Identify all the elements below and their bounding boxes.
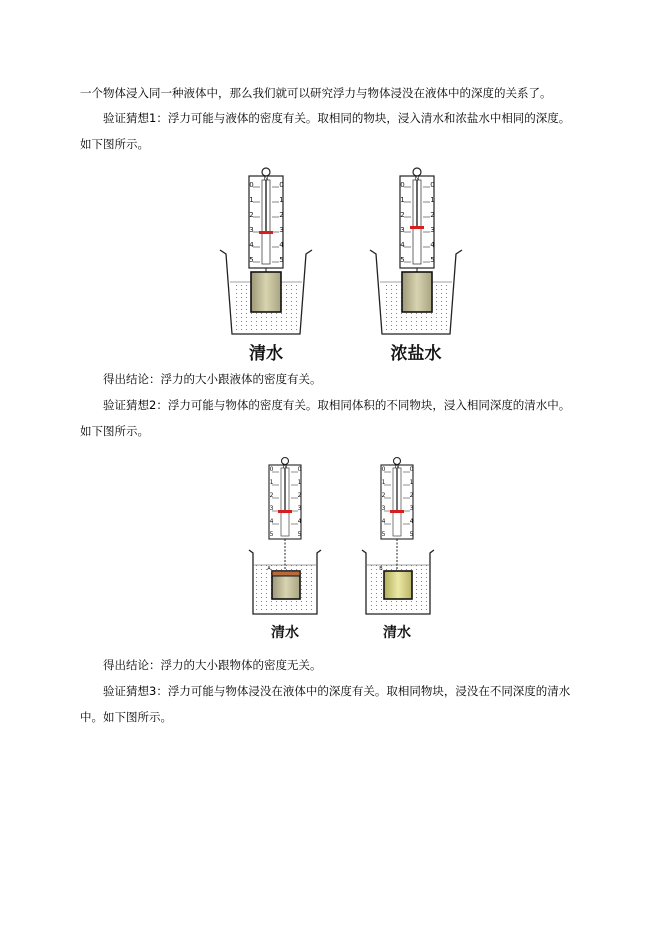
paragraph-hypothesis-1-cont: 如下图所示。 <box>80 137 149 151</box>
fig2-right-tick-l-3: 3 <box>381 505 386 512</box>
fig1-left-tick-r-2: 2 <box>279 211 284 219</box>
fig2-right-tick-l-2: 2 <box>381 492 386 499</box>
paragraph-conclusion-2: 得出结论：浮力的大小跟物体的密度无关。 <box>103 658 322 672</box>
fig1-right-tick-l-2: 2 <box>400 211 405 219</box>
fig2-right-tick-r-4: 4 <box>409 518 414 525</box>
fig2-left-tick-l-1: 1 <box>269 479 274 486</box>
paragraph-hypothesis-2: 验证猜想2：浮力可能与物体的密度有关。取相同体积的不同物块，浸入相同深度的清水中。 <box>103 398 571 412</box>
fig1-left-marker <box>259 231 273 234</box>
fig1-left-tick-l-1: 1 <box>249 196 254 204</box>
fig2-left-tick-r-4: 4 <box>297 518 302 525</box>
fig1-right-tick-r-3: 3 <box>430 226 435 234</box>
fig2-right-tick-r-3: 3 <box>409 505 414 512</box>
paragraph-conclusion-1: 得出结论：浮力的大小跟液体的密度有关。 <box>103 372 322 386</box>
fig2-right-marker <box>390 510 404 513</box>
paragraph-hypothesis-2-cont: 如下图所示。 <box>80 424 149 438</box>
fig1-right-tick-r-4: 4 <box>430 241 435 249</box>
fig1-right-scale-unit: N <box>414 175 420 182</box>
fig2-left-tick-l-4: 4 <box>269 518 274 525</box>
fig1-left-tick-r-0: 0 <box>279 181 284 189</box>
fig2-right-tick-l-1: 1 <box>381 479 386 486</box>
paragraph-hypothesis-3-cont: 中。如下图所示。 <box>80 710 172 724</box>
fig1-right-tick-l-5: 5 <box>400 256 405 264</box>
fig2-right-scale-unit: N <box>394 463 400 470</box>
fig1-left-tick-l-0: 0 <box>249 181 254 189</box>
fig2-left-tick-r-1: 1 <box>297 479 302 486</box>
paragraph-intro: 一个物体浸入同一种液体中，那么我们就可以研究浮力与物体浸没在液体中的深度的关系了。 <box>80 86 552 100</box>
fig2-right-tick-l-4: 4 <box>381 518 386 525</box>
fig2-left-tick-l-0: 0 <box>269 466 274 473</box>
fig1-right-tick-l-1: 1 <box>400 196 405 204</box>
fig1-left-block <box>251 272 281 312</box>
paragraph-hypothesis-3: 验证猜想3：浮力可能与物体浸没在液体中的深度有关。取相同物块，浸没在不同深度的清水 <box>103 684 571 698</box>
fig2-right-block-letter: B <box>379 566 383 572</box>
fig1-left-tick-r-5: 5 <box>279 256 284 264</box>
paragraph-hypothesis-1: 验证猜想1：浮力可能与液体的密度有关。取相同的物块，浸入清水和浓盐水中相同的深度。 <box>103 111 571 125</box>
fig1-left-apparatus <box>220 168 312 334</box>
fig2-left-tick-r-0: 0 <box>297 466 302 473</box>
fig1-right-tick-l-0: 0 <box>400 181 405 189</box>
fig1-left-tick-l-3: 3 <box>249 226 254 234</box>
fig2-left-tick-r-3: 3 <box>297 505 302 512</box>
fig2-left-tick-l-5: 5 <box>269 531 274 538</box>
fig2-right-apparatus <box>362 458 434 615</box>
fig1-right-marker <box>410 226 424 229</box>
fig1-left-tick-r-1: 1 <box>279 196 284 204</box>
fig1-left-label: 清水 <box>249 344 283 364</box>
fig2-left-tick-l-2: 2 <box>269 492 274 499</box>
fig2-left-tick-r-2: 2 <box>297 492 302 499</box>
fig1-right-label: 浓盐水 <box>390 344 442 364</box>
fig2-right-tick-l-0: 0 <box>381 466 386 473</box>
fig2-right-block <box>384 571 412 599</box>
fig2-left-tick-r-5: 5 <box>297 531 302 538</box>
fig1-right-tick-r-5: 5 <box>430 256 435 264</box>
fig2-left-marker <box>278 510 292 513</box>
fig1-right-tick-r-1: 1 <box>430 196 435 204</box>
fig1-left-tick-r-4: 4 <box>279 241 284 249</box>
fig2-right-tick-r-5: 5 <box>409 531 414 538</box>
fig1-left-tick-l-2: 2 <box>249 211 254 219</box>
fig2-right-tick-r-1: 1 <box>409 479 414 486</box>
fig1-right-tick-r-2: 2 <box>430 211 435 219</box>
fig2-right-tick-l-5: 5 <box>381 531 386 538</box>
fig1-left-tick-l-5: 5 <box>249 256 254 264</box>
fig2-left-label: 清水 <box>271 625 299 641</box>
fig2-left-scale-unit: N <box>282 463 288 470</box>
fig2-left-block-letter: A <box>267 566 271 572</box>
fig2-right-label: 清水 <box>383 625 411 641</box>
fig1-right-apparatus <box>370 168 462 334</box>
fig1-right-tick-r-0: 0 <box>430 181 435 189</box>
fig2-right-tick-r-2: 2 <box>409 492 414 499</box>
fig1-right-block <box>402 272 432 312</box>
fig2-left-apparatus <box>249 458 321 615</box>
fig1-left-tick-l-4: 4 <box>249 241 254 249</box>
fig2-right-tick-r-0: 0 <box>409 466 414 473</box>
fig2-left-tick-l-3: 3 <box>269 505 274 512</box>
fig1-right-tick-l-4: 4 <box>400 241 405 249</box>
fig1-left-tick-r-3: 3 <box>279 226 284 234</box>
fig1-right-tick-l-3: 3 <box>400 226 405 234</box>
fig1-left-scale-unit: N <box>263 175 269 182</box>
